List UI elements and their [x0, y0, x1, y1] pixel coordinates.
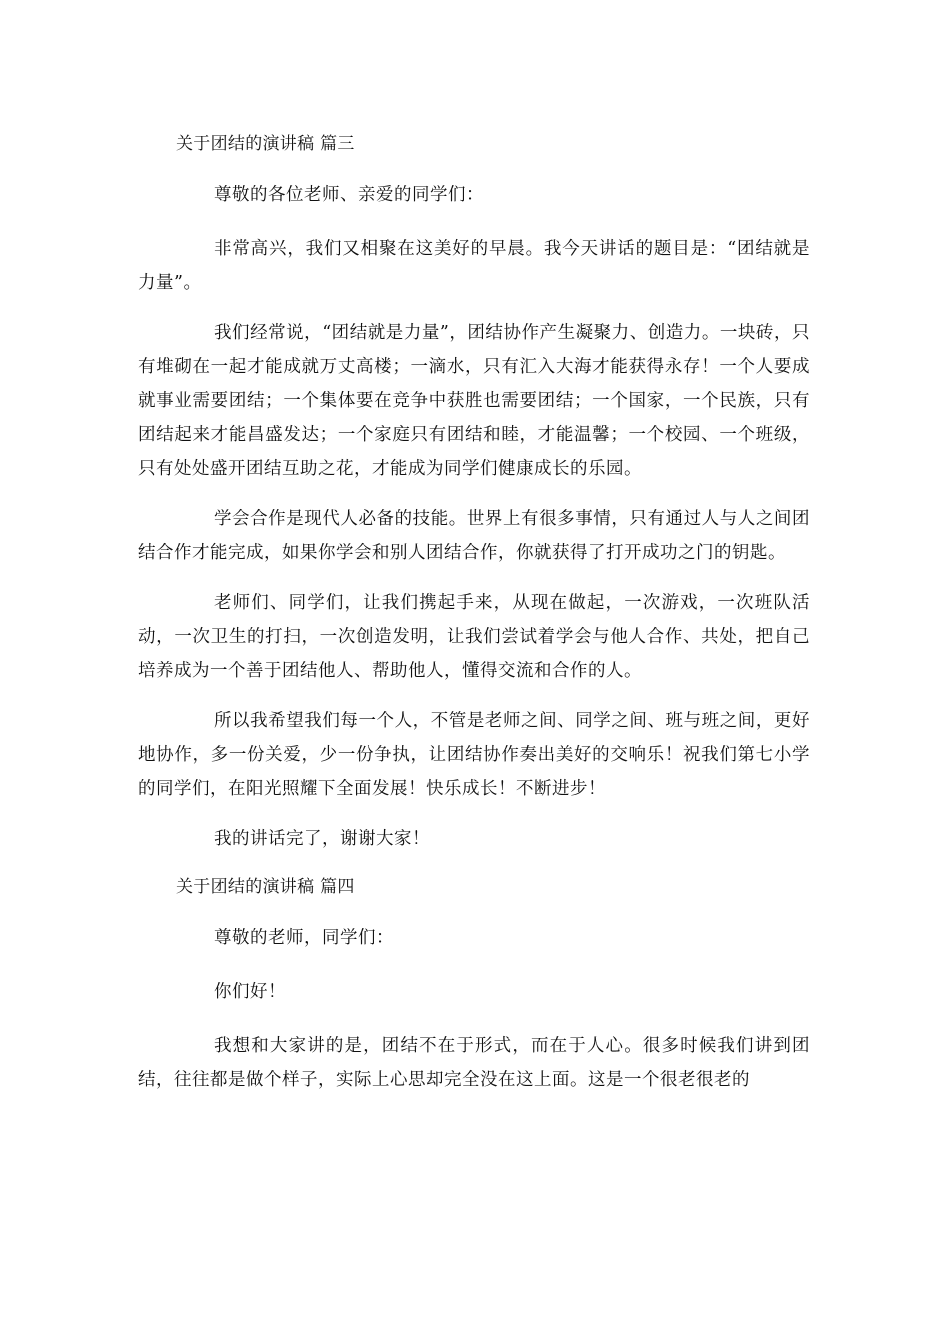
greeting-paragraph: 你们好！	[214, 982, 286, 1002]
body-paragraph: 学会合作是现代人必备的技能。世界上有很多事情，只有通过人与人之间团结合作才能完成，如果你学会和别人团结合作，你就获得了打开成功之门的钥匙。	[138, 509, 810, 563]
body-paragraph: 我们经常说，“团结就是力量”，团结协作产生凝聚力、创造力。一块砖，只有堆砌在一起才能成就万丈高楼；一滴水，只有汇入大海才能获得永存！一个人要成就事业需要团结；一个集体要在竞争中获胜也需要团结；一个国家，一个民族，只有团结起来才能昌盛发达；一个家庭只有团结和睦，才能温馨；一个校园、一个班级，只有处处盛开团结互助之花，才能成为同学们健康成长的乐园。	[138, 323, 810, 479]
body-paragraph: 非常高兴，我们又相聚在这美好的早晨。我今天讲话的题目是：“团结就是力量”。	[138, 239, 810, 293]
document-body	[138, 133, 810, 1113]
section-heading-3: 关于团结的演讲稿 篇三	[176, 134, 355, 154]
body-paragraph: 所以我希望我们每一个人，不管是老师之间、同学之间、班与班之间，更好地协作，多一份关爱，少一份争执，让团结协作奏出美好的交响乐！祝我们第七小学的同学们，在阳光照耀下全面发展！快乐成长！不断进步！	[138, 711, 810, 799]
section-heading-4: 关于团结的演讲稿 篇四	[176, 877, 355, 897]
greeting-paragraph: 尊敬的各位老师、亲爱的同学们：	[214, 185, 484, 205]
closing-paragraph: 我的讲话完了，谢谢大家！	[214, 829, 430, 849]
greeting-paragraph: 尊敬的老师，同学们：	[214, 928, 394, 948]
body-paragraph: 我想和大家讲的是，团结不在于形式，而在于人心。很多时候我们讲到团结，往往都是做个样子，实际上心思却完全没在这上面。这是一个很老很老的	[138, 1036, 810, 1090]
body-paragraph: 老师们、同学们，让我们携起手来，从现在做起，一次游戏，一次班队活动，一次卫生的打扫，一次创造发明，让我们尝试着学会与他人合作、共处，把自己培养成为一个善于团结他人、帮助他人，懂得交流和合作的人。	[138, 593, 810, 681]
